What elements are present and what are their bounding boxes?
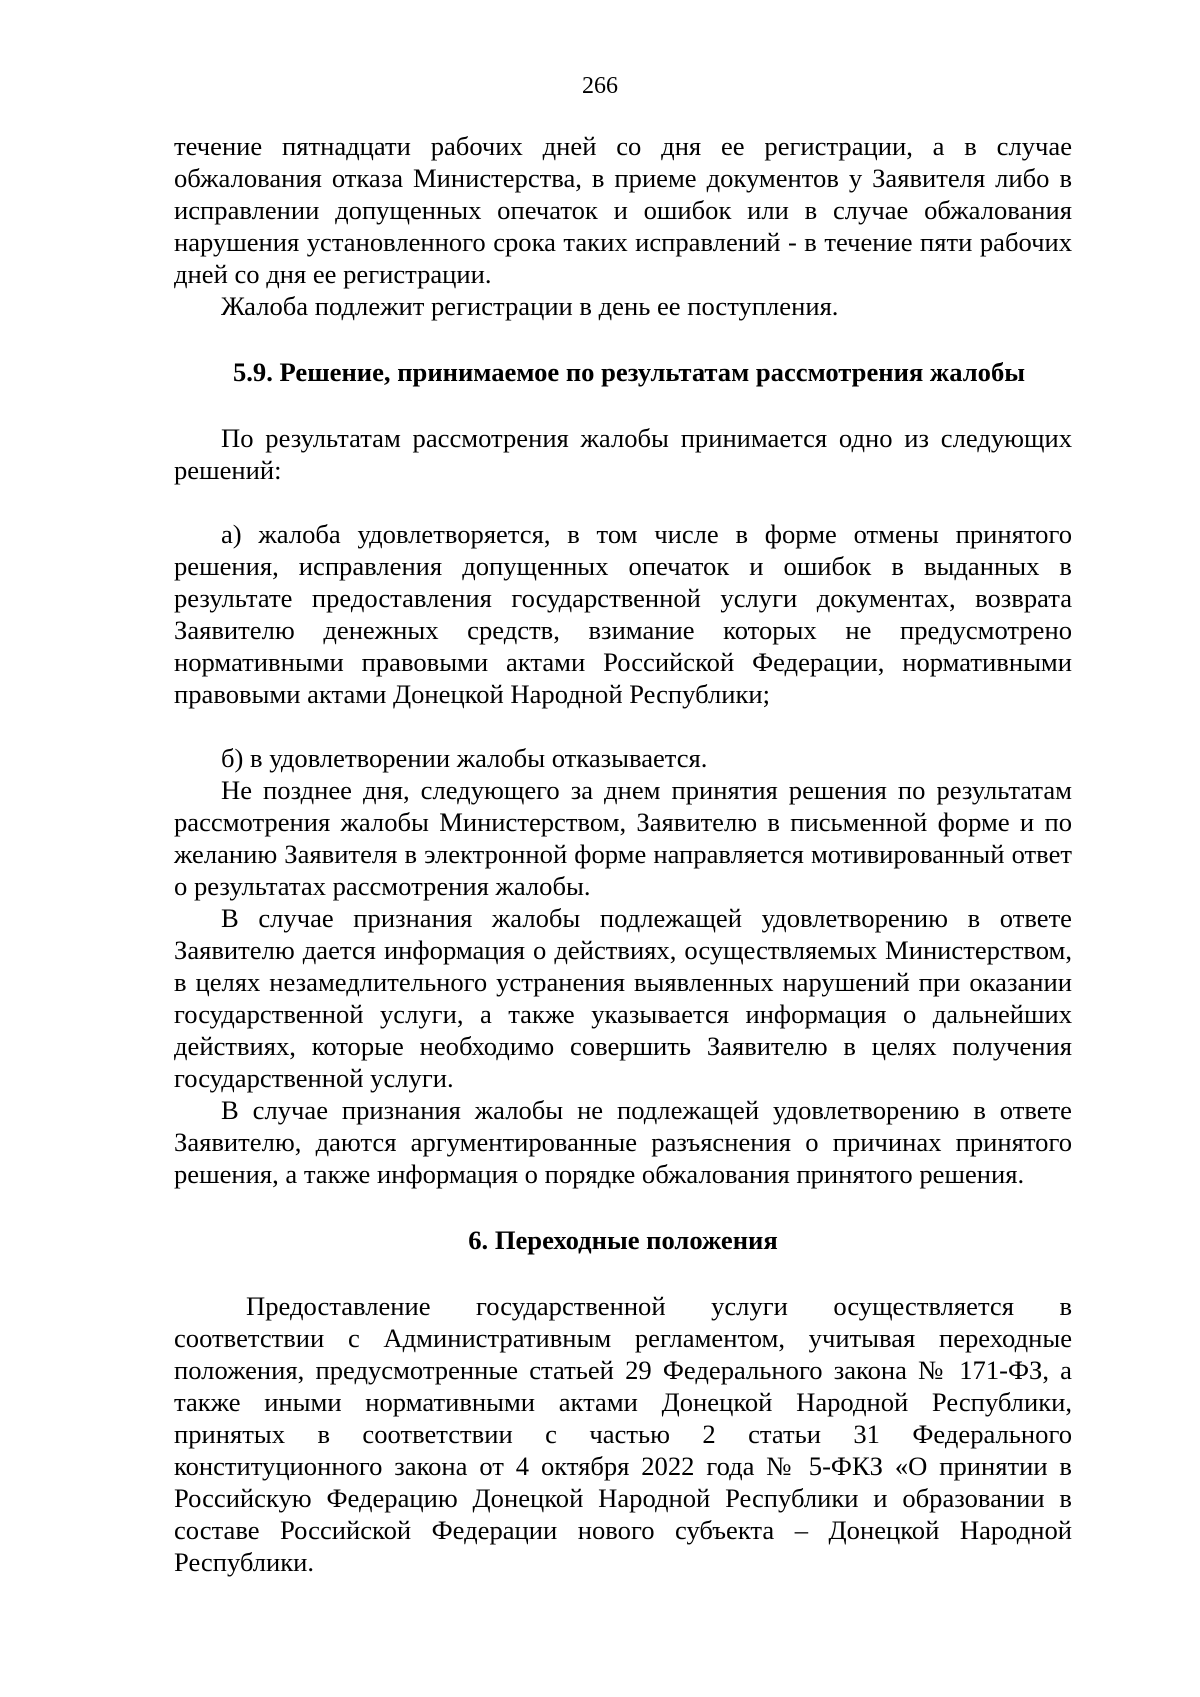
paragraph-decisions-intro: По результатам рассмотрения жалобы принимается одно из следующих решений: <box>174 423 1072 485</box>
paragraph-transitional: Предоставление государственной услуги осуществляется в соответствии с Административным регламентом, учитывая переходные положения, предусмотренные статьей 29 Федерального закона № 171-ФЗ, а также иными нормативными актами Донецкой Народной Республики, принятых в соответствии с частью 2 статьи 31 Федерального конституционного закона от 4 октября 2022 года № 5-ФКЗ «О принятии в Российскую Федерацию Донецкой Народной Республики и образовании в составе Российской Федерации нового субъекта – Донецкой Народной Республики. <box>174 1291 1072 1577</box>
paragraph-satisfied: В случае признания жалобы подлежащей удовлетворению в ответе Заявителю дается информация о действиях, осуществляемых Министерством, в целях незамедлительного устранения выявленных нарушений при оказании государственной услуги, а также указывается информация о дальнейших действиях, которые необходимо совершить Заявителю в целях получения государственной услуги. <box>174 903 1072 1093</box>
paragraph-not-satisfied: В случае признания жалобы не подлежащей удовлетворению в ответе Заявителю, даются аргументированные разъяснения о причинах принятого решения, а также информация о порядке обжалования принятого решения. <box>174 1095 1072 1189</box>
paragraph-decision-b: б) в удовлетворении жалобы отказывается. <box>221 743 708 773</box>
spacer <box>174 486 1072 518</box>
spacer <box>174 710 1072 742</box>
paragraph-decision-a: а) жалоба удовлетворяется, в том числе в форме отмены принятого решения, исправления допущенных опечаток и ошибок в выданных в результате предоставления государственной услуги документах, возврата Заявителю денежных средств, взимание которых не предусмотрено нормативными правовыми актами Российской Федерации, нормативными правовыми актами Донецкой Народной Республики; <box>174 519 1072 709</box>
paragraph-response: Не позднее дня, следующего за днем принятия решения по результатам рассмотрения жалобы Министерством, Заявителю в письменной форме и по желанию Заявителя в электронной форме направляется мотивированный ответ о результатах рассмотрения жалобы. <box>174 775 1072 901</box>
section-heading-6: 6. Переходные положения <box>468 1225 778 1255</box>
document-body <box>174 130 1072 1578</box>
page-number: 266 <box>582 73 618 99</box>
section-heading-5-9: 5.9. Решение, принимаемое по результатам рассмотрения жалобы <box>232 357 1026 387</box>
paragraph-registration: Жалоба подлежит регистрации в день ее поступления. <box>221 291 839 321</box>
paragraph-continuation: течение пятнадцати рабочих дней со дня ее регистрации, а в случае обжалования отказа Министерства, в приеме документов у Заявителя либо в исправлении допущенных опечаток и ошибок или в случае обжалования нарушения установленного срока таких исправлений - в течение пяти рабочих дней со дня ее регистрации. <box>174 131 1072 289</box>
